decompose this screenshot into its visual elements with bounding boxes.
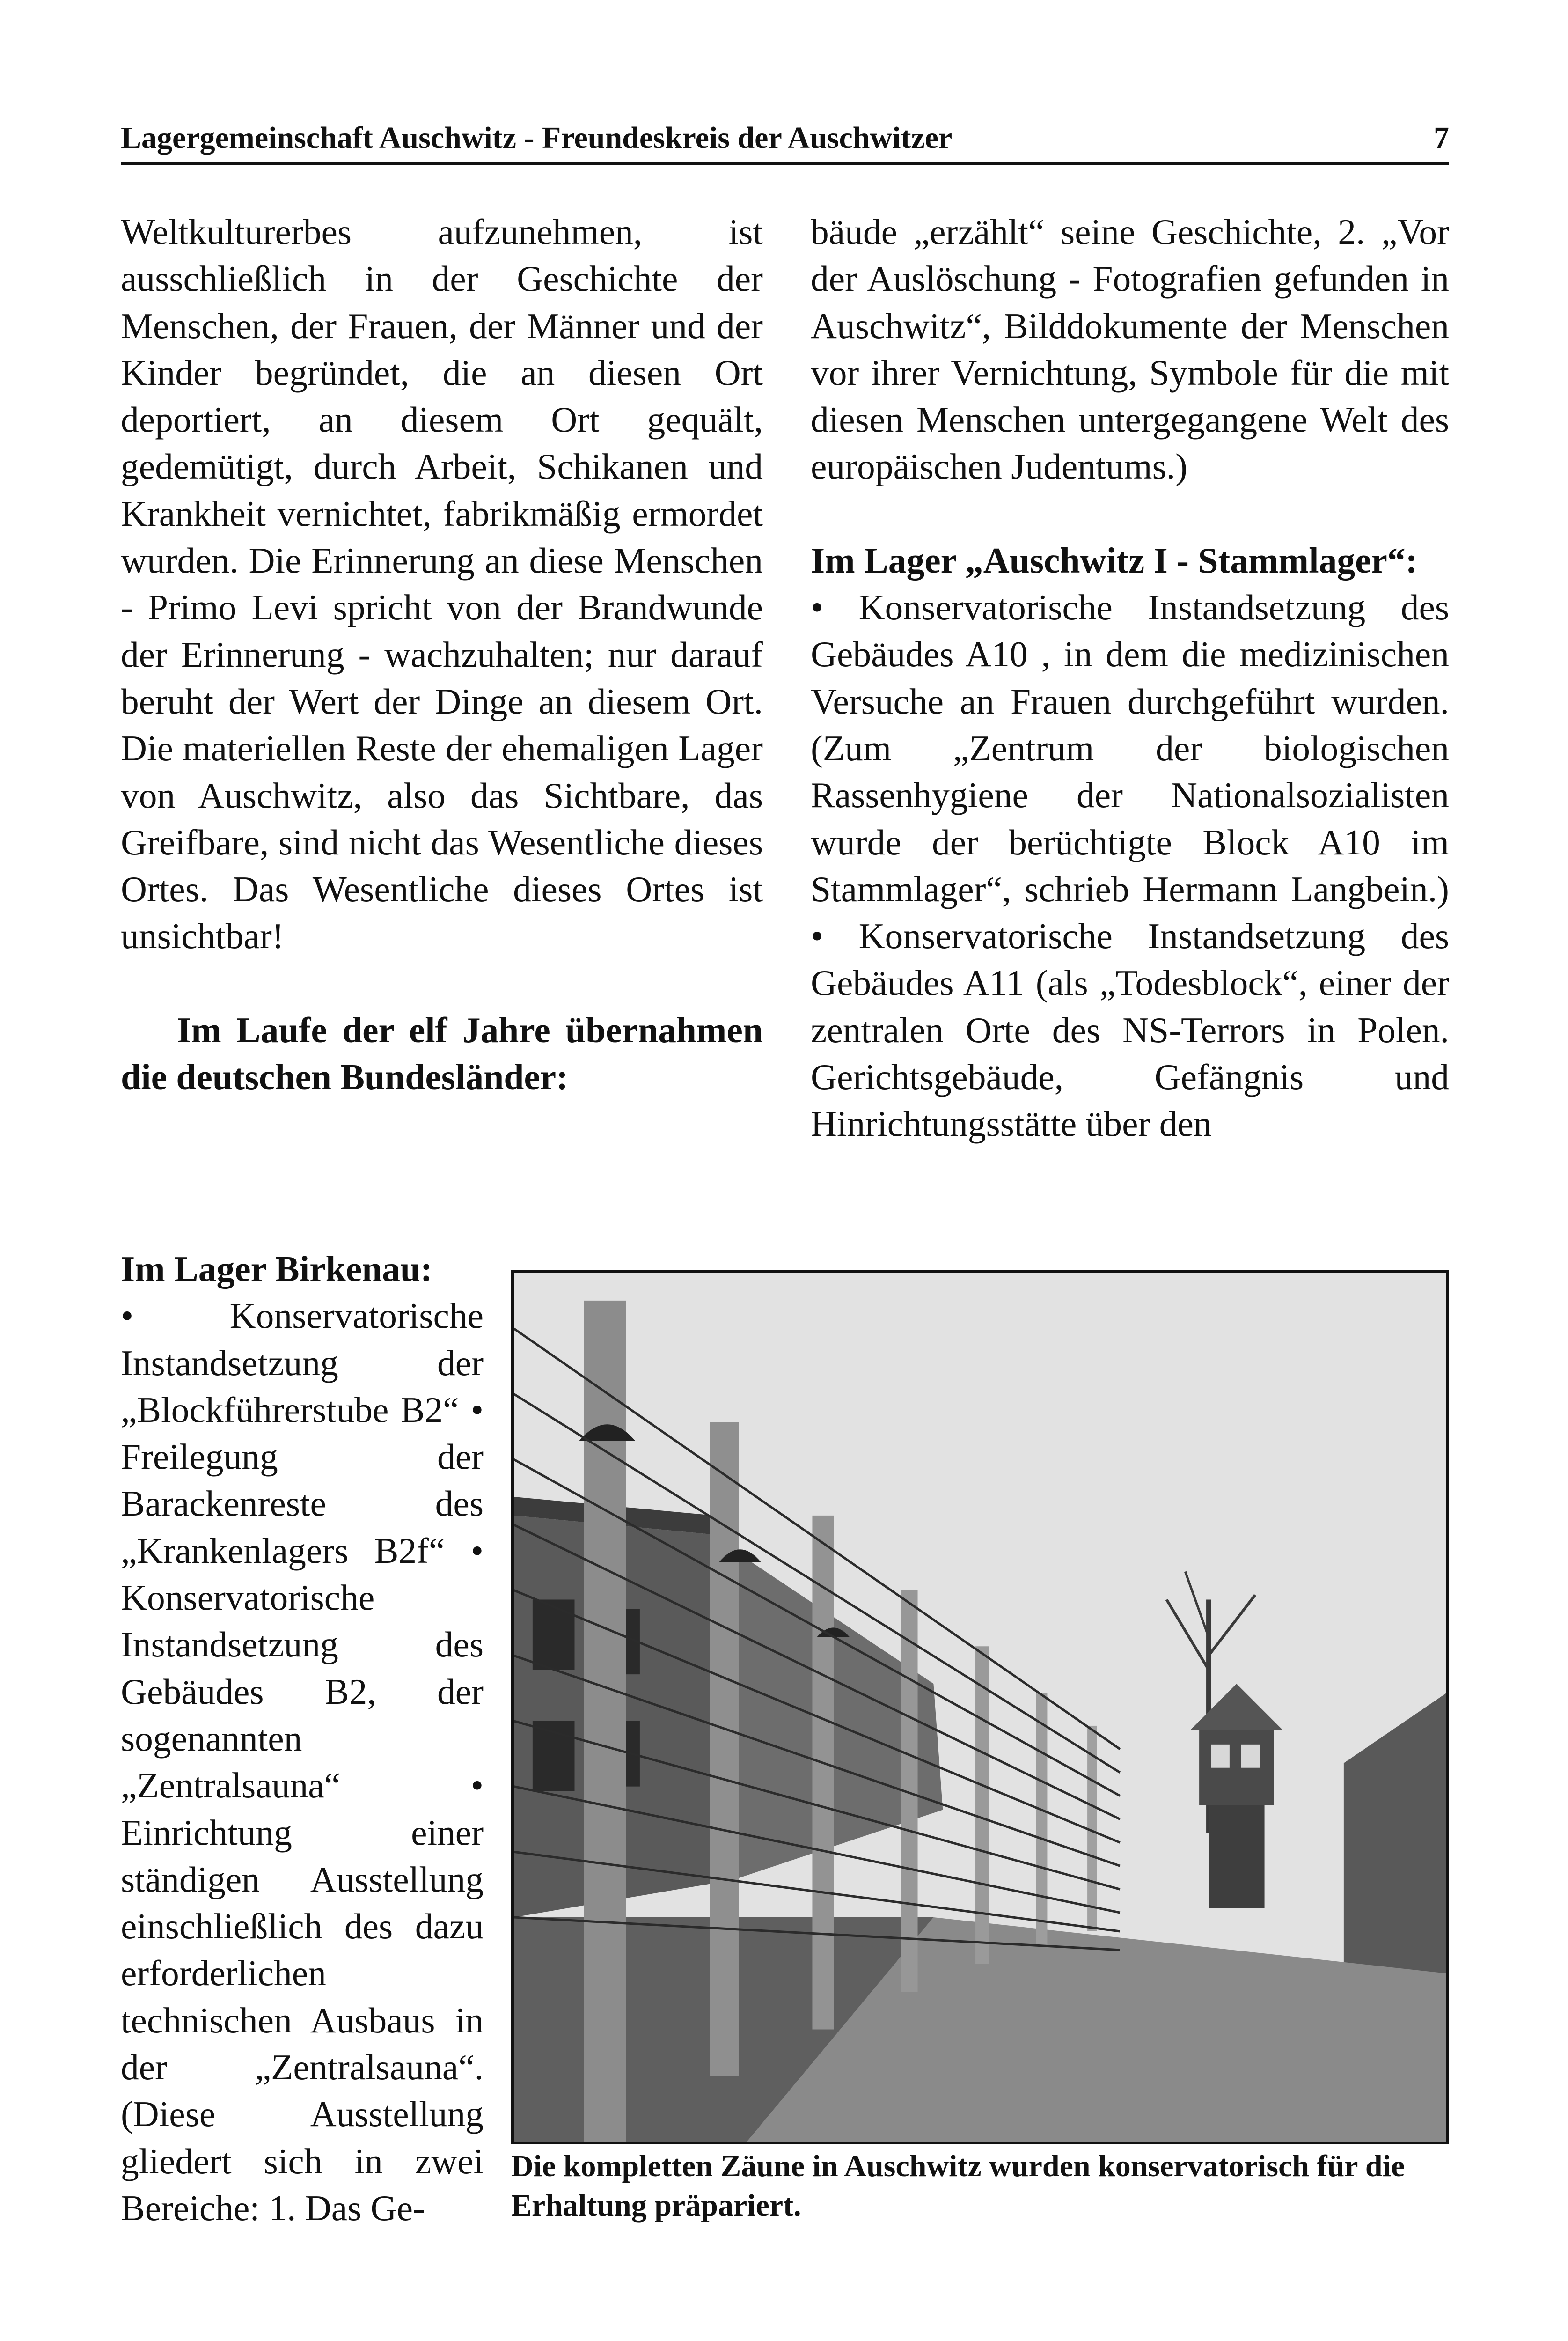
fence-photo bbox=[511, 1270, 1449, 2144]
page-number: 7 bbox=[1434, 121, 1449, 155]
photo-caption: Die kompletten Zäune in Auschwitz wurden konservatorisch für die Erhaltung präpariert. bbox=[511, 2149, 1405, 2223]
left-narrow-column bbox=[121, 1245, 484, 2231]
right-paragraph: bäude „erzählt“ seine Geschichte, 2. „Vor der Auslöschung - Fotografien gefunden in Auschwitz“, Bilddokumente der Menschen vor ihrer Vernichtung, Symbole für die mit diesen Menschen untergegangene Welt des europäischen Judentums.) bbox=[811, 212, 1449, 487]
fence-photo-illustration bbox=[514, 1273, 1446, 2142]
section-heading-bundeslaender: Im Laufe der elf Jahre übernahmen die deutschen Bundesländer: bbox=[121, 1009, 763, 1097]
left-paragraph: Weltkulturerbes aufzunehmen, ist ausschließlich in der Geschichte der Menschen, der Frauen, der Männer und der Kinder begründet, die an diesen Ort deportiert, an diesem Ort gequält, gedemütigt, durch Arbeit, Schikanen und Krankheit vernichtet, fabrikmäßig ermordet wurden. Die Erinnerung an diese Menschen - Primo Levi spricht von der Brandwunde der Erinnerung - wachzuhalten; nur darauf beruht der Wert der Dinge an diesem Ort. Die materiellen Reste der ehemaligen Lager von Auschwitz, also das Sichtbare, das Greifbare, sind nicht das Wesentliche dieses Ortes. Das Wesentliche dieses Ortes ist unsichtbar! bbox=[121, 212, 763, 957]
stammlager-paragraph: • Konservatorische Instandsetzung des Gebäudes A10 , in dem die medizinischen Versuche an Frauen durchgeführt wurden. (Zum „Zentrum der biologischen Rassenhygiene der Nationalsozialisten wurde der berüchtigte Block A10 im Stammlager“, schrieb Hermann Langbein.) • Konservatorische Instandsetzung des Gebäudes A11 (als „Todesblock“, einer der zentralen Orte des NS-Terrors in Polen. Gerichtsgebäude, Gefängnis und Hinrichtungsstätte über den bbox=[811, 587, 1449, 1144]
birkenau-paragraph: • Konservatorische Instandsetzung der „Blockführerstube B2“ • Freilegung der Barackenreste des „Krankenlagers B2f“ • Konservatorische Instandsetzung des Gebäudes B2, der sogenannten „Zentralsauna“ • Einrichtung einer ständigen Ausstellung einschließlich des dazu erforderlichen technischen Ausbaus in der „Zentralsauna“. (Diese Ausstellung gliedert sich in zwei Bereiche: 1. Das Ge- bbox=[121, 1296, 484, 2228]
right-column bbox=[811, 208, 1449, 1148]
section-heading-stammlager: Im Lager „Auschwitz I - Stammlager“: bbox=[811, 540, 1418, 581]
section-heading-birkenau: Im Lager Birkenau: bbox=[121, 1249, 432, 1289]
journal-title: Lagergemeinschaft Auschwitz - Freundeskreis der Auschwitzer bbox=[121, 121, 953, 155]
header-rule bbox=[121, 162, 1449, 165]
left-column bbox=[121, 208, 763, 1100]
